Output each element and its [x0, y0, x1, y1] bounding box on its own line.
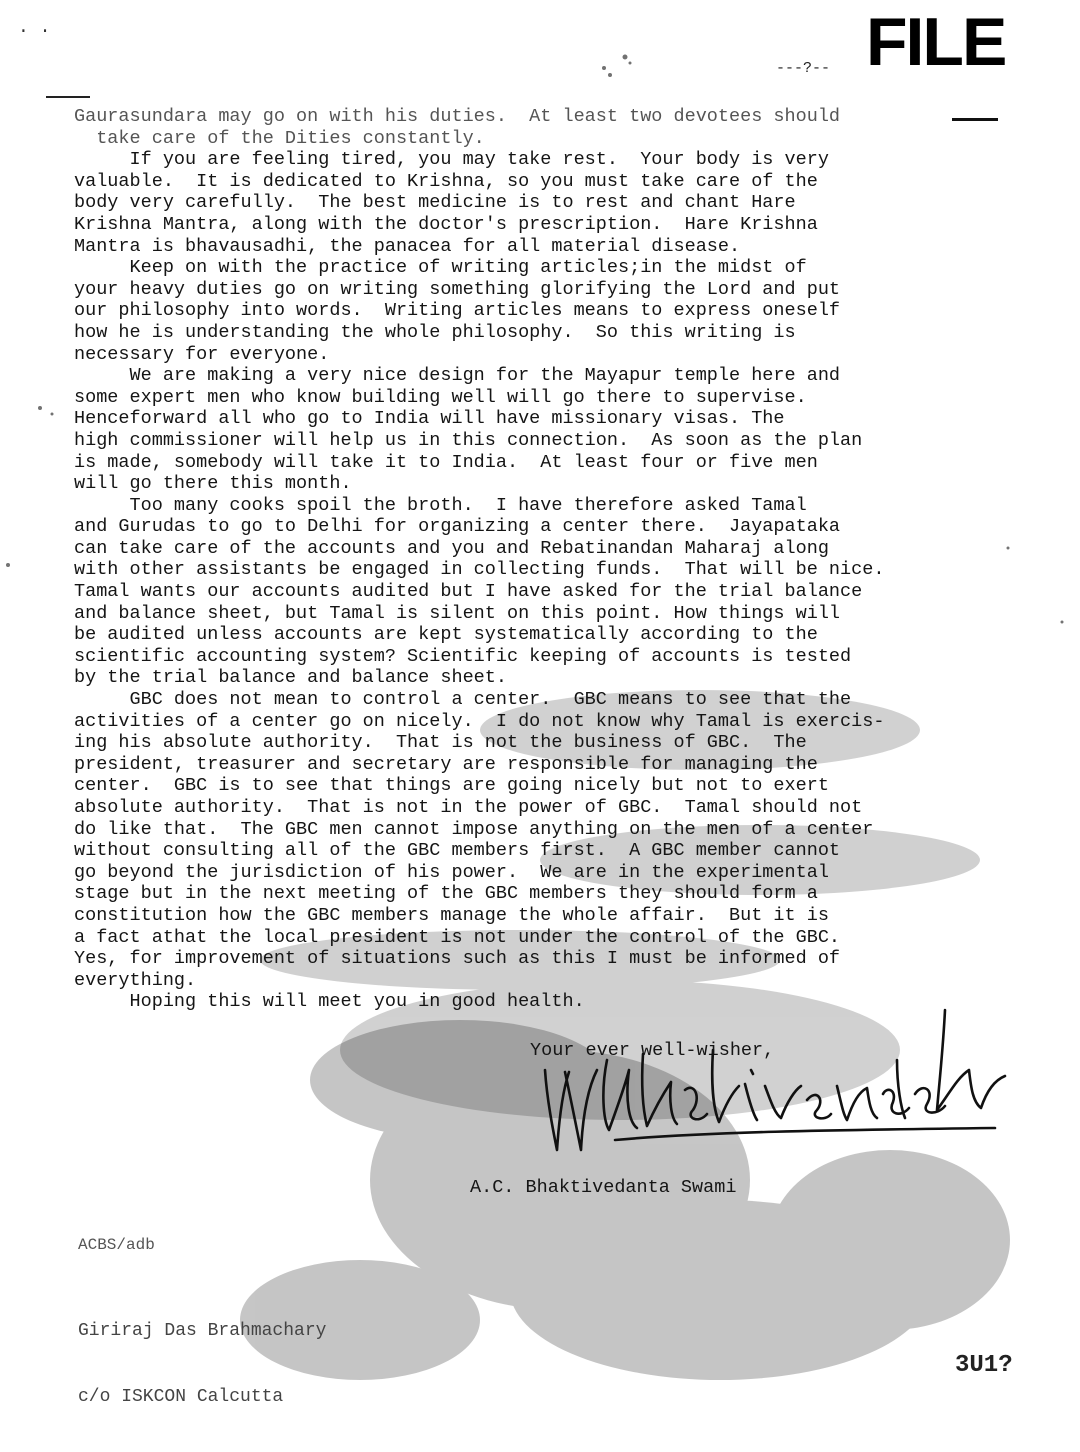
letter-body — [74, 106, 1019, 1013]
addressee-block — [78, 1276, 326, 1452]
handwritten-signature — [525, 990, 1025, 1170]
file-stamp: FILE — [866, 4, 1006, 80]
margin-dash-left — [46, 96, 90, 98]
addressee-name: Giriraj Das Brahmachary — [78, 1321, 327, 1341]
paragraph-7: Hoping this will meet you in good health. — [74, 991, 585, 1013]
signer-name: A.C. Bhaktivedanta Swami — [470, 1177, 737, 1198]
paragraph-6: GBC does not mean to control a center. GBC means to see that the activities of a center go on nicely. I do not know why Tamal is exercis- ing his absolute authority. That is not the business of GBC. The president, treasurer and secretary are responsible for managing the center. GBC is to see that things are going nicely but not to exert absolute authority. That is not in the power of GBC. Tamal should not do like that. The GBC men cannot impose anything on the men of a center without consulting all of the GBC members first. A GBC member cannot go beyond the jurisdiction of his power. We are in the experimental stage but in the next meeting of the GBC members they should form a constitution how the GBC members manage the whole affair. But it is a fact athat the local president is not under the control of the GBC. Yes, for improvement of situations such as this I must be informed of everything. — [74, 689, 885, 991]
paragraph-2: If you are feeling tired, you may take rest. Your body is very valuable. It is dedicated to Krishna, so you must take care of the body very carefully. The best medicine is to rest and chant Hare Krishna Mantra, along with the doctor's prescription. Hare Krishna Mantra is bhavausadhi, the panacea for all material disease. — [74, 149, 829, 257]
paragraph-3: Keep on with the practice of writing articles;in the midst of your heavy duties go on writing something glorifying the Lord and put our philosophy into words. Writing articles means to express oneself how he is understanding the whole philosophy. So this writing is necessary for everyone. — [74, 257, 841, 365]
paragraph-1: Gaurasundara may go on with his duties. At least two devotees should take care of the Dities constantly. — [74, 106, 841, 149]
corner-mark: · · — [18, 22, 51, 42]
paragraph-4: We are making a very nice design for the Mayapur temple here and some expert men who know building well will go there to supervise. Henceforward all who go to India will have missionary visas. The high commissioner will help us in this connection. As soon as the plan is made, somebody will take it to India. At least four or five men will go there this month. — [74, 365, 863, 495]
addressee-address: c/o ISKCON Calcutta — [78, 1387, 284, 1407]
page-mark: 3U1? — [955, 1352, 1013, 1379]
paragraph-5: Too many cooks spoil the broth. I have therefore asked Tamal and Gurudas to go to Delhi for organizing a center there. Jayapataka can take care of the accounts and you and Rebatinandan Maharaj along with other assistants be engaged in collecting funds. That will be nice. Tamal wants our accounts audited but I have asked for the trial balance and balance sheet, but Tamal is silent on this point. How things will be audited unless accounts are kept systematically according to the scientific accounting system? Scientific keeping of accounts is tested by the trial balance and balance sheet. — [74, 494, 885, 689]
file-number: ---?-- — [776, 60, 831, 77]
reference-initials: ACBS/adb — [78, 1236, 155, 1254]
valediction: Your ever well-wisher, — [530, 1040, 775, 1061]
